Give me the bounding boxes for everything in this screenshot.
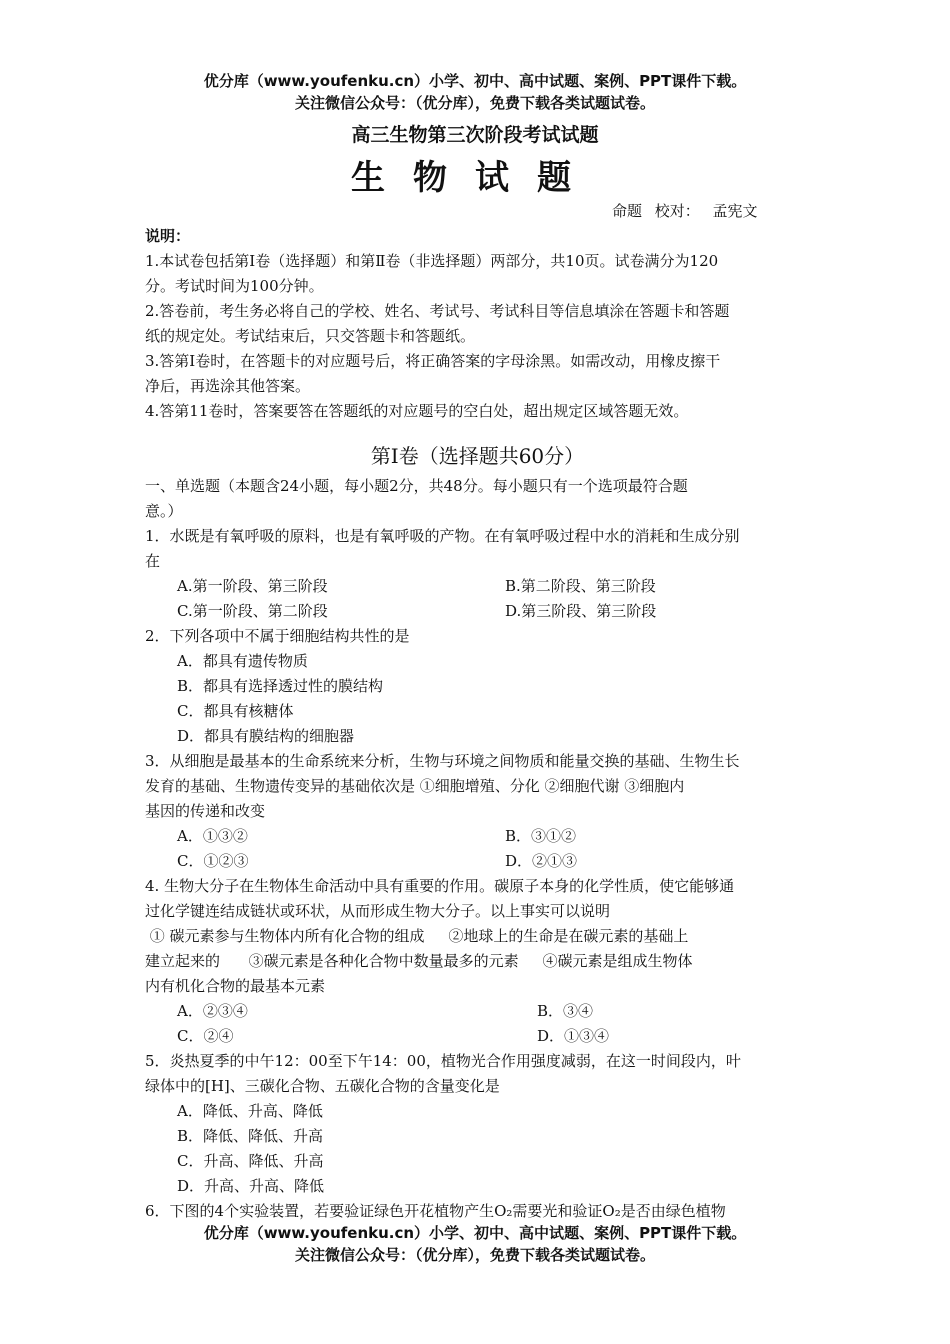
option-a: A．①③②	[177, 827, 248, 845]
section-intro: 意。）	[145, 502, 183, 520]
note-line: 3.答第Ⅰ卷时，在答题卡的对应题号后，将正确答案的字母涂黑。如需改动，用橡皮擦干	[145, 352, 721, 370]
option-row	[145, 849, 810, 874]
credit-line: 命题 校对： 孟宪文	[612, 202, 758, 220]
header-line-1: 优分库（www.youfenku.cn）小学、初中、高中试题、案例、PPT课件下载。	[203, 72, 747, 90]
question-stem: 基因的传递和改变	[145, 802, 266, 820]
question-stem: 4. 生物大分子在生物体生命活动中具有重要的作用。碳原子本身的化学性质，使它能够通	[145, 877, 735, 895]
option-d: D．②①③	[505, 852, 578, 870]
section-title: 第Ⅰ卷（选择题共60分）	[370, 444, 585, 468]
question-stem: ① 碳元素参与生物体内所有化合物的组成 ②地球上的生命是在碳元素的基础上	[145, 927, 689, 945]
option-c: C．升高、降低、升高	[177, 1152, 324, 1170]
option-a: A．都具有遗传物质	[177, 652, 308, 670]
question-stem: 5．炎热夏季的中午12：00至下午14：00，植物光合作用强度减弱，在这一时间段内，叶	[145, 1052, 741, 1070]
option-row	[145, 599, 810, 624]
notes-heading: 说明：	[145, 227, 191, 245]
option-b: B．都具有选择透过性的膜结构	[177, 677, 384, 695]
section-intro: 一、单选题（本题含24小题，每小题2分，共48分。每小题只有一个选项最符合题	[145, 477, 688, 495]
option-c: C.第一阶段、第二阶段	[177, 602, 328, 620]
question-stem: 发育的基础、生物遗传变异的基础依次是 ①细胞增殖、分化 ②细胞代谢 ③细胞内	[145, 777, 685, 795]
option-row	[145, 824, 810, 849]
note-line: 2.答卷前，考生务必将自己的学校、姓名、考试号、考试科目等信息填涂在答题卡和答题	[145, 302, 730, 320]
option-d: D．都具有膜结构的细胞器	[177, 727, 355, 745]
subject-title: 生物试题	[351, 158, 599, 198]
question-stem: 绿体中的[H]、三碳化合物、五碳化合物的含量变化是	[145, 1077, 500, 1095]
option-row	[145, 999, 810, 1024]
option-d: D.第三阶段、第三阶段	[505, 602, 657, 620]
footer-line-2: 关注微信公众号：（优分库），免费下载各类试题试卷。	[294, 1246, 655, 1264]
option-c: C．①②③	[177, 852, 249, 870]
question-stem: 6．下图的4个实验装置，若要验证绿色开花植物产生O₂需要光和验证O₂是否由绿色植物	[145, 1202, 726, 1220]
option-c: C．②④	[177, 1027, 234, 1045]
question-stem: 过化学键连结成链状或环状，从而形成生物大分子。以上事实可以说明	[145, 902, 611, 920]
note-line: 4.答第11卷时，答案要答在答题纸的对应题号的空白处，超出规定区域答题无效。	[145, 402, 689, 420]
option-a: A．降低、升高、降低	[177, 1102, 323, 1120]
note-line: 净后，再选涂其他答案。	[145, 377, 311, 395]
option-row	[145, 1024, 810, 1049]
option-b: B．降低、降低、升高	[177, 1127, 324, 1145]
note-line: 纸的规定处。考试结束后，只交答题卡和答题纸。	[145, 327, 476, 345]
option-row	[145, 574, 810, 599]
option-b: B.第二阶段、第三阶段	[505, 577, 656, 595]
question-stem: 3．从细胞是最基本的生命系统来分析，生物与环境之间物质和能量交换的基础、生物生长	[145, 752, 740, 770]
option-d: D．升高、升高、降低	[177, 1177, 325, 1195]
question-stem: 2．下列各项中不属于细胞结构共性的是	[145, 627, 410, 645]
note-line: 1.本试卷包括第Ⅰ卷（选择题）和第Ⅱ卷（非选择题）两部分，共10页。试卷满分为120	[145, 252, 719, 270]
option-d: D．①③④	[537, 1027, 610, 1045]
document-body	[145, 224, 810, 1224]
question-stem: 建立起来的 ③碳元素是各种化合物中数量最多的元素 ④碳元素是组成生物体	[145, 952, 693, 970]
question-stem: 1．水既是有氧呼吸的原料，也是有氧呼吸的产物。在有氧呼吸过程中水的消耗和生成分别	[145, 527, 740, 545]
question-stem: 在	[145, 552, 161, 570]
footer-line-1: 优分库（www.youfenku.cn）小学、初中、高中试题、案例、PPT课件下载。	[203, 1224, 747, 1242]
question-stem: 内有机化合物的最基本元素	[145, 977, 326, 995]
header-line-2: 关注微信公众号：（优分库），免费下载各类试题试卷。	[294, 94, 655, 112]
option-b: B．③④	[537, 1002, 594, 1020]
option-a: A．②③④	[177, 1002, 248, 1020]
note-line: 分。考试时间为100分钟。	[145, 277, 324, 295]
option-b: B．③①②	[505, 827, 577, 845]
option-a: A.第一阶段、第三阶段	[177, 577, 328, 595]
exam-title: 高三生物第三次阶段考试试题	[351, 124, 599, 146]
option-c: C．都具有核糖体	[177, 702, 294, 720]
